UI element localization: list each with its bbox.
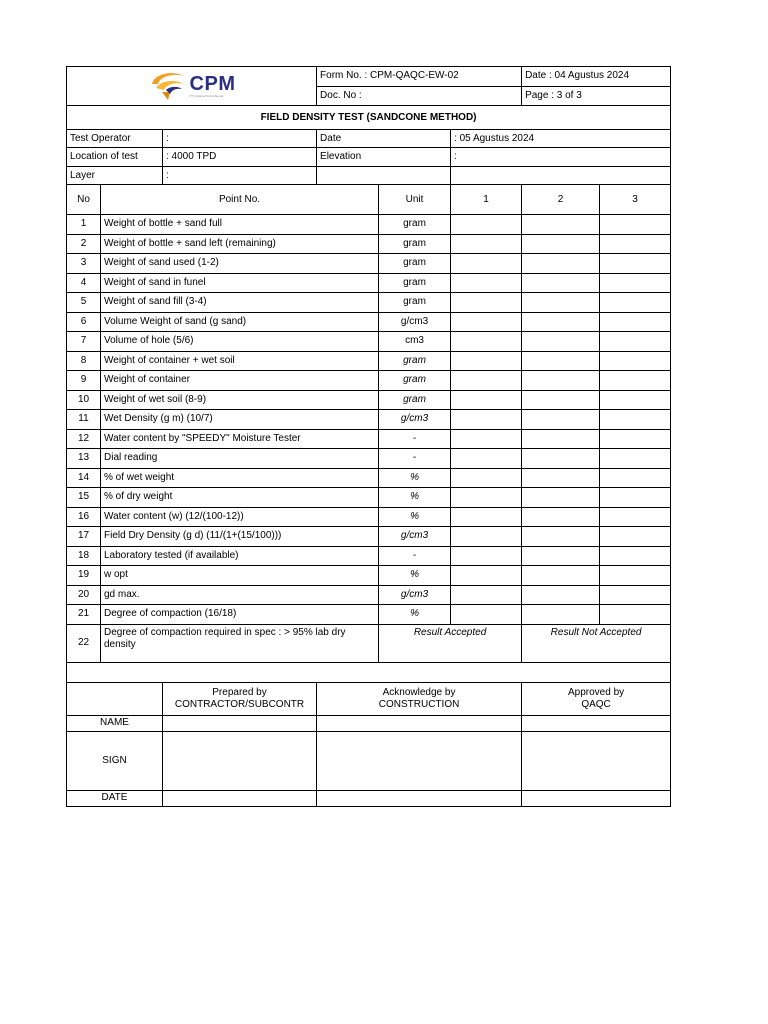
prepared-name-field[interactable]	[163, 715, 317, 731]
page-number: Page : 3 of 3	[522, 86, 671, 106]
row-unit: gram	[379, 215, 451, 235]
value-cell-2[interactable]	[522, 351, 600, 371]
value-cell-1[interactable]	[451, 234, 522, 254]
row-number: 1	[67, 215, 101, 235]
value-cell-1[interactable]	[451, 293, 522, 313]
col-header-unit: Unit	[379, 185, 451, 215]
row-number: 11	[67, 410, 101, 430]
row-number: 15	[67, 488, 101, 508]
row-number: 9	[67, 371, 101, 391]
table-row	[67, 566, 671, 586]
table-row	[67, 312, 671, 332]
row-unit: gram	[379, 390, 451, 410]
row-number: 20	[67, 585, 101, 605]
col-header-3: 3	[600, 185, 671, 215]
value-cell-2[interactable]	[522, 293, 600, 313]
value-cell-3[interactable]	[600, 605, 671, 625]
row-description: Water content (w) (12/(100-12))	[101, 507, 379, 527]
acknowledge-name-field[interactable]	[317, 715, 522, 731]
value-cell-2[interactable]	[522, 215, 600, 235]
value-cell-3[interactable]	[600, 293, 671, 313]
value-cell-3[interactable]	[600, 254, 671, 274]
row-number: 13	[67, 449, 101, 469]
row-unit: gram	[379, 254, 451, 274]
test-operator-value[interactable]: :	[163, 130, 317, 148]
row-22-no: 22	[67, 624, 101, 662]
row-description: Weight of sand fill (3-4)	[101, 293, 379, 313]
row-number: 8	[67, 351, 101, 371]
table-row	[67, 429, 671, 449]
value-cell-1[interactable]	[451, 371, 522, 391]
row-description: Degree of compaction (16/18)	[101, 605, 379, 625]
layer-blank-cell[interactable]	[451, 167, 671, 185]
approved-date-field[interactable]	[522, 790, 671, 806]
value-cell-2[interactable]	[522, 371, 600, 391]
value-cell-2[interactable]	[522, 332, 600, 352]
value-cell-3[interactable]	[600, 566, 671, 586]
row-description: Weight of container + wet soil	[101, 351, 379, 371]
spacer-row	[67, 662, 671, 682]
value-cell-1[interactable]	[451, 273, 522, 293]
value-cell-1[interactable]	[451, 332, 522, 352]
row-number: 16	[67, 507, 101, 527]
row-number: 21	[67, 605, 101, 625]
row-description: Weight of sand used (1-2)	[101, 254, 379, 274]
table-row	[67, 468, 671, 488]
doc-number: Doc. No :	[317, 86, 522, 106]
company-logo	[67, 67, 317, 106]
cpm-logo-icon	[148, 70, 188, 102]
prepared-by-header	[163, 682, 317, 715]
value-cell-1[interactable]	[451, 546, 522, 566]
row-number: 7	[67, 332, 101, 352]
row-unit: gram	[379, 371, 451, 391]
elevation-value[interactable]: :	[451, 148, 671, 167]
row-unit: -	[379, 449, 451, 469]
value-cell-3[interactable]	[600, 332, 671, 352]
row-unit: -	[379, 429, 451, 449]
row-unit: gram	[379, 234, 451, 254]
row-description: % of wet weight	[101, 468, 379, 488]
row-number: 14	[67, 468, 101, 488]
elevation-label: Elevation	[317, 148, 451, 167]
form-sheet	[66, 66, 670, 807]
row-description: w opt	[101, 566, 379, 586]
value-cell-3[interactable]	[600, 449, 671, 469]
row-number: 10	[67, 390, 101, 410]
table-row	[67, 585, 671, 605]
row-description: Volume of hole (5/6)	[101, 332, 379, 352]
row-description: Weight of bottle + sand full	[101, 215, 379, 235]
value-cell-2[interactable]	[522, 585, 600, 605]
row-number: 3	[67, 254, 101, 274]
approved-by-party: QAQC	[581, 698, 611, 710]
row-unit: %	[379, 488, 451, 508]
logo-subtext: PT Cahaya Putra Mineral	[189, 94, 224, 98]
layer-value[interactable]: :	[163, 167, 317, 185]
layer-blank-cell[interactable]	[317, 167, 451, 185]
value-cell-3[interactable]	[600, 410, 671, 430]
row-22-desc: Degree of compaction required in spec : > 95% lab dry density	[101, 624, 379, 662]
value-cell-2[interactable]	[522, 410, 600, 430]
row-description: % of dry weight	[101, 488, 379, 508]
prepared-sign-field[interactable]	[163, 731, 317, 790]
acknowledge-by-label: Acknowledge by	[382, 686, 456, 698]
row-unit: %	[379, 605, 451, 625]
value-cell-1[interactable]	[451, 215, 522, 235]
row-description: Weight of wet soil (8-9)	[101, 390, 379, 410]
row-unit: %	[379, 566, 451, 586]
table-row	[67, 410, 671, 430]
value-cell-2[interactable]	[522, 527, 600, 547]
value-cell-1[interactable]	[451, 527, 522, 547]
col-header-2: 2	[522, 185, 600, 215]
row-unit: g/cm3	[379, 527, 451, 547]
value-cell-3[interactable]	[600, 527, 671, 547]
row-description: Laboratory tested (if available)	[101, 546, 379, 566]
value-cell-3[interactable]	[600, 585, 671, 605]
value-cell-1[interactable]	[451, 468, 522, 488]
value-cell-3[interactable]	[600, 507, 671, 527]
value-cell-3[interactable]	[600, 546, 671, 566]
row-number: 19	[67, 566, 101, 586]
prepared-by-party: CONTRACTOR/SUBCONTR	[174, 698, 305, 710]
signoff-blank-header	[67, 682, 163, 715]
value-cell-2[interactable]	[522, 254, 600, 274]
approved-sign-field[interactable]	[522, 731, 671, 790]
acknowledge-sign-field[interactable]	[317, 731, 522, 790]
row-description: Volume Weight of sand (g sand)	[101, 312, 379, 332]
value-cell-2[interactable]	[522, 429, 600, 449]
value-cell-2[interactable]	[522, 234, 600, 254]
table-row	[67, 449, 671, 469]
layer-label: Layer	[67, 167, 163, 185]
row-description: Weight of container	[101, 371, 379, 391]
row-description: Wet Density (g m) (10/7)	[101, 410, 379, 430]
value-cell-2[interactable]	[522, 468, 600, 488]
approved-name-field[interactable]	[522, 715, 671, 731]
value-cell-1[interactable]	[451, 488, 522, 508]
row-unit: g/cm3	[379, 410, 451, 430]
value-cell-1[interactable]	[451, 449, 522, 469]
value-cell-1[interactable]	[451, 312, 522, 332]
value-cell-3[interactable]	[600, 273, 671, 293]
row-unit: gram	[379, 293, 451, 313]
value-cell-3[interactable]	[600, 351, 671, 371]
row-number: 18	[67, 546, 101, 566]
value-cell-3[interactable]	[600, 468, 671, 488]
value-cell-3[interactable]	[600, 215, 671, 235]
row-unit: gram	[379, 273, 451, 293]
value-cell-2[interactable]	[522, 488, 600, 508]
value-cell-2[interactable]	[522, 390, 600, 410]
value-cell-3[interactable]	[600, 234, 671, 254]
value-cell-2[interactable]	[522, 605, 600, 625]
result-accepted-option[interactable]: Result Accepted	[379, 624, 522, 662]
row-number: 6	[67, 312, 101, 332]
form-number: Form No. : CPM-QAQC-EW-02	[317, 67, 522, 87]
row-description: Dial reading	[101, 449, 379, 469]
table-row	[67, 351, 671, 371]
table-row	[67, 605, 671, 625]
name-label: NAME	[67, 715, 163, 731]
col-header-point: Point No.	[101, 185, 379, 215]
row-description: Field Dry Density (g d) (11/(1+(15/100)))	[101, 527, 379, 547]
table-row	[67, 273, 671, 293]
value-cell-1[interactable]	[451, 605, 522, 625]
value-cell-1[interactable]	[451, 507, 522, 527]
approved-by-label: Approved by	[567, 686, 625, 698]
table-row	[67, 293, 671, 313]
value-cell-3[interactable]	[600, 390, 671, 410]
date-row-label: DATE	[67, 790, 163, 806]
table-row	[67, 488, 671, 508]
prepared-by-label: Prepared by	[212, 686, 267, 698]
row-unit: -	[379, 546, 451, 566]
logo-text: CPM	[189, 73, 236, 95]
value-cell-3[interactable]	[600, 429, 671, 449]
row-description: Water content by "SPEEDY" Moisture Tester	[101, 429, 379, 449]
value-cell-3[interactable]	[600, 312, 671, 332]
form-table	[66, 66, 671, 807]
table-row	[67, 234, 671, 254]
acknowledge-by-party: CONSTRUCTION	[378, 698, 460, 710]
value-cell-1[interactable]	[451, 429, 522, 449]
value-cell-1[interactable]	[451, 585, 522, 605]
location-label: Location of test	[67, 148, 163, 167]
prepared-date-field[interactable]	[163, 790, 317, 806]
value-cell-1[interactable]	[451, 351, 522, 371]
col-header-1: 1	[451, 185, 522, 215]
row-unit: g/cm3	[379, 312, 451, 332]
table-row	[67, 215, 671, 235]
row-unit: cm3	[379, 332, 451, 352]
result-not-accepted-option[interactable]: Result Not Accepted	[522, 624, 671, 662]
table-row	[67, 254, 671, 274]
test-operator-label: Test Operator	[67, 130, 163, 148]
table-row	[67, 546, 671, 566]
value-cell-2[interactable]	[522, 273, 600, 293]
approved-by-header	[522, 682, 671, 715]
value-cell-1[interactable]	[451, 566, 522, 586]
row-number: 12	[67, 429, 101, 449]
table-row	[67, 371, 671, 391]
value-cell-1[interactable]	[451, 254, 522, 274]
form-title: FIELD DENSITY TEST (SANDCONE METHOD)	[67, 106, 671, 130]
row-description: gd max.	[101, 585, 379, 605]
row-unit: gram	[379, 351, 451, 371]
value-cell-2[interactable]	[522, 566, 600, 586]
row-number: 2	[67, 234, 101, 254]
row-unit: g/cm3	[379, 585, 451, 605]
row-description: Weight of sand in funel	[101, 273, 379, 293]
acknowledge-date-field[interactable]	[317, 790, 522, 806]
table-row	[67, 527, 671, 547]
row-number: 4	[67, 273, 101, 293]
date-label: Date	[317, 130, 451, 148]
row-description: Weight of bottle + sand left (remaining)	[101, 234, 379, 254]
table-row	[67, 507, 671, 527]
value-cell-2[interactable]	[522, 546, 600, 566]
location-value[interactable]: : 4000 TPD	[163, 148, 317, 167]
value-cell-2[interactable]	[522, 312, 600, 332]
row-number: 17	[67, 527, 101, 547]
sign-label: SIGN	[67, 731, 163, 790]
table-row	[67, 390, 671, 410]
value-cell-1[interactable]	[451, 410, 522, 430]
row-number: 5	[67, 293, 101, 313]
value-cell-3[interactable]	[600, 488, 671, 508]
acknowledge-by-header	[317, 682, 522, 715]
value-cell-1[interactable]	[451, 390, 522, 410]
row-unit: %	[379, 468, 451, 488]
row-unit: %	[379, 507, 451, 527]
value-cell-3[interactable]	[600, 371, 671, 391]
value-cell-2[interactable]	[522, 507, 600, 527]
date-value[interactable]: : 05 Agustus 2024	[451, 130, 671, 148]
value-cell-2[interactable]	[522, 449, 600, 469]
table-row	[67, 332, 671, 352]
col-header-no: No	[67, 185, 101, 215]
header-date: Date : 04 Agustus 2024	[522, 67, 671, 87]
data-rows	[67, 215, 671, 625]
